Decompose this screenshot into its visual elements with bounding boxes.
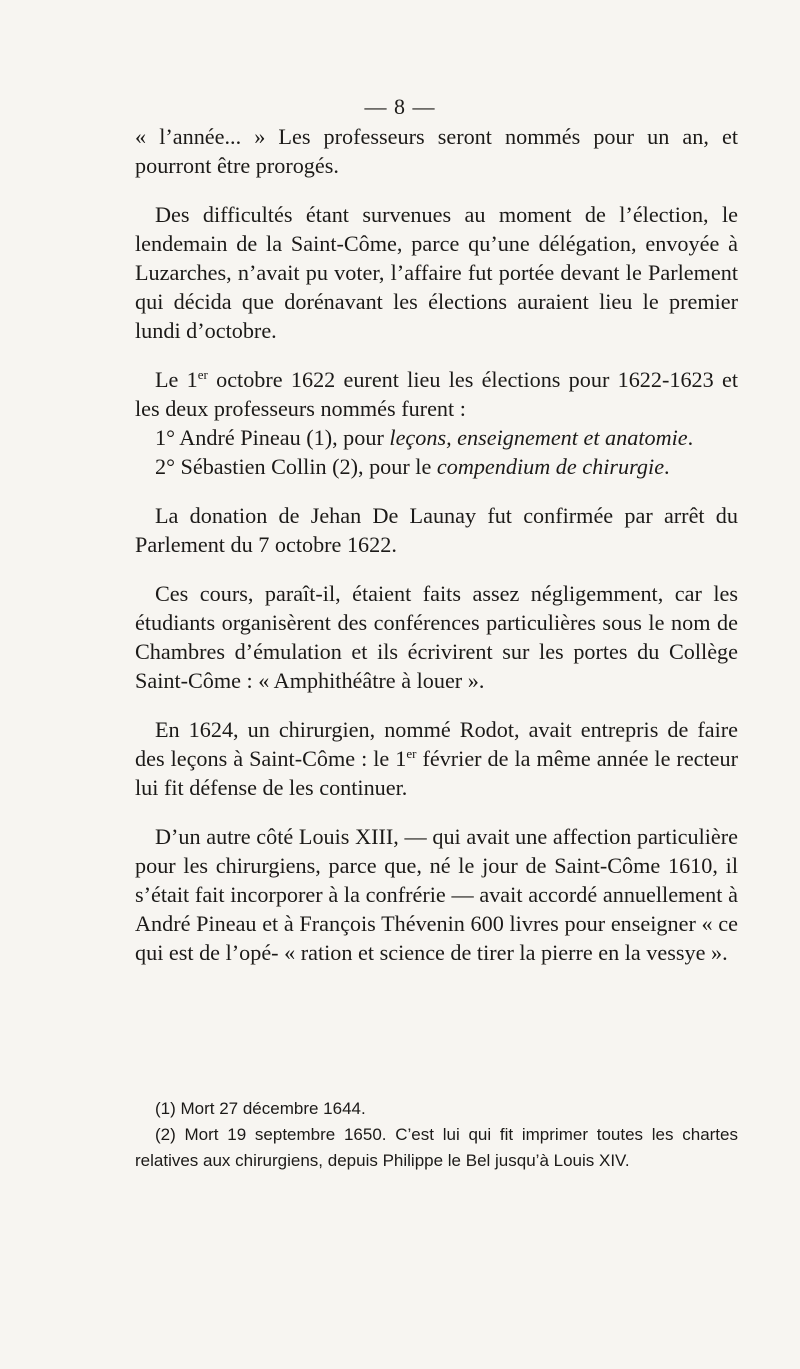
paragraph-quote-end: « l’année... » Les professeurs seront nommés pour un an, et pourront être prorogés.	[135, 124, 738, 178]
paragraph-professor-2: 2° Sébastien Collin (2), pour le compendium de chirurgie.	[155, 454, 670, 479]
paragraph-donation: La donation de Jehan De Launay fut confirmée par arrêt du Parlement du 7 octobre 1622.	[135, 503, 738, 557]
footnote-1: (1) Mort 27 décembre 1644.	[155, 1099, 366, 1118]
paragraph-louis-xiii: D’un autre côté Louis XIII, — qui avait une affection particulière pour les chirurgiens, parce que, né le jour de Saint-Côme 1610, il s’était fait incorporer à la confrérie — avait accordé annuellement à André Pineau et à François Thévenin 600 livres pour enseigner « ce qui est de l’opé- « ration et science de tirer la pierre en la vessye ».	[135, 824, 738, 965]
footnotes	[135, 1096, 738, 1174]
footnote-2: (2) Mort 19 septembre 1650. C’est lui qui fit imprimer toutes les chartes relatives aux chirurgiens, depuis Philippe le Bel jusqu’à Louis XIV.	[135, 1125, 738, 1170]
paragraph-rodot: En 1624, un chirurgien, nommé Rodot, avait entrepris de faire des leçons à Saint-Côme : le 1er février de la même année le recteur lui fit défense de les continuer.	[135, 717, 739, 800]
paragraph-october-elections: Le 1er octobre 1622 eurent lieu les élections pour 1622-1623 et les deux professeurs nommés furent :	[135, 367, 738, 421]
main-text	[135, 122, 738, 987]
paragraph-professor-1: 1° André Pineau (1), pour leçons, enseignement et anatomie.	[155, 425, 694, 450]
paragraph-courses: Ces cours, paraît-il, étaient faits assez négligemment, car les étudiants organisèrent des conférences particulières sous le nom de Chambres d’émulation et ils écrivirent sur les portes du Collège Saint-Côme : « Amphithéâtre à louer ».	[135, 581, 738, 693]
page-number: — 8 —	[364, 94, 436, 119]
paragraph-election-difficulties: Des difficultés étant survenues au moment de l’élection, le lendemain de la Saint-Côme, parce qu’une délégation, envoyée à Luzarches, n’avait pu voter, l’affaire fut portée devant le Parlement qui décida que dorénavant les élections auraient lieu le premier lundi d’octobre.	[135, 202, 738, 343]
